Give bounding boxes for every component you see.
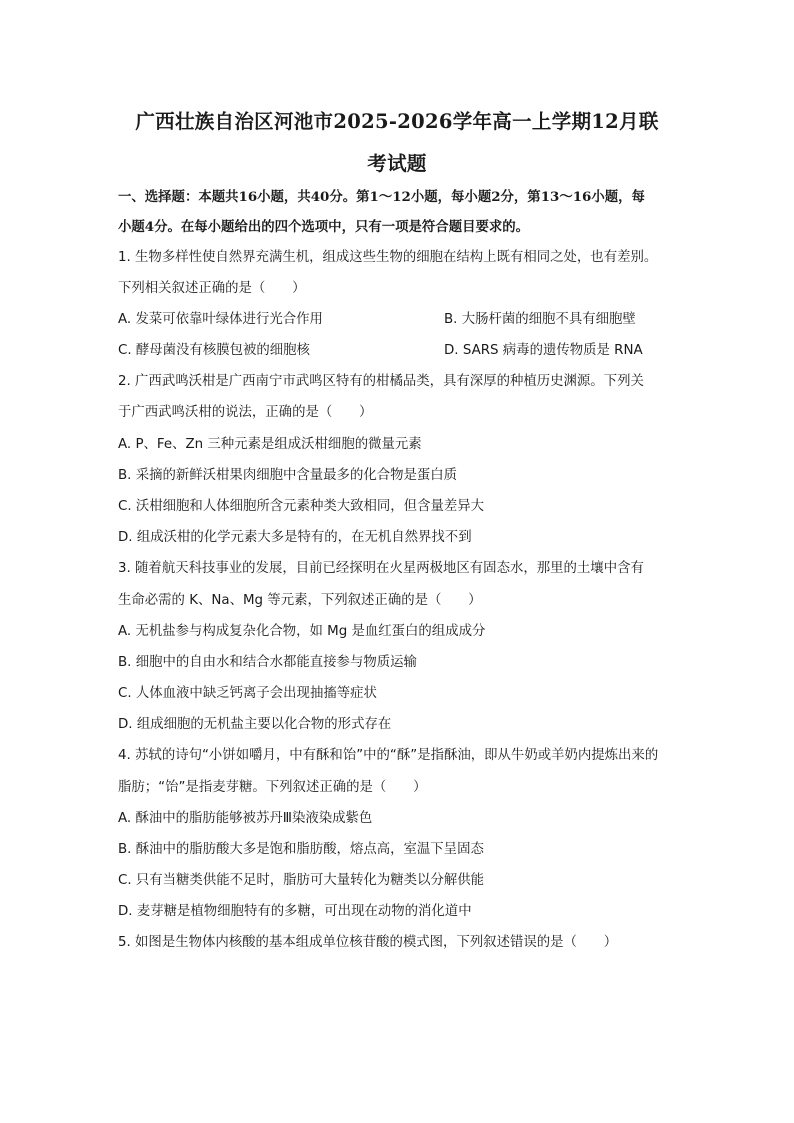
q3-option-b: B. 细胞中的自由水和结合水都能直接参与物质运输 — [118, 655, 417, 670]
q1-stem-line1: 1. 生物多样性使自然界充满生机，组成这些生物的细胞在结构上既有相同之处，也有差别。 — [118, 250, 658, 265]
q4-stem-line2: 脂肪；“饴”是指麦芽糖。下列叙述正确的是（ ） — [118, 780, 427, 795]
q1-option-d: D. SARS 病毒的遗传物质是 RNA — [444, 343, 643, 358]
section-instructions-line2: 小题4分。在每小题给出的四个选项中，只有一项是符合题目要求的。 — [118, 219, 530, 235]
q4-option-b: B. 酥油中的脂肪酸大多是饱和脂肪酸，熔点高，室温下呈固态 — [118, 842, 484, 857]
q3-option-a: A. 无机盐参与构成复杂化合物，如 Mg 是血红蛋白的组成成分 — [118, 624, 486, 639]
q2-stem-line1: 2. 广西武鸣沃柑是广西南宁市武鸣区特有的柑橘品类，具有深厚的种植历史渊源。下列关 — [118, 374, 644, 389]
q1-option-c: C. 酵母菌没有核膜包被的细胞核 — [118, 343, 310, 358]
q2-option-d: D. 组成沃柑的化学元素大多是特有的，在无机自然界找不到 — [118, 530, 472, 545]
section-instructions-line1: 一、选择题：本题共16小题，共40分。第1～12小题，每小题2分，第13～16小题，每 — [118, 189, 645, 205]
q3-option-c: C. 人体血液中缺乏钙离子会出现抽搐等症状 — [118, 686, 377, 701]
q2-stem-line2: 于广西武鸣沃柑的说法，正确的是（ ） — [118, 405, 373, 420]
q3-stem-line2: 生命必需的 K、Na、Mg 等元素，下列叙述正确的是（ ） — [118, 593, 482, 608]
q2-option-c: C. 沃柑细胞和人体细胞所含元素种类大致相同，但含量差异大 — [118, 499, 485, 514]
page-title-line2: 考试题 — [367, 152, 427, 175]
q3-stem-line1: 3. 随着航天科技事业的发展，目前已经探明在火星两极地区有固态水，那里的土壤中含有 — [118, 561, 644, 576]
q5-stem-line1: 5. 如图是生物体内核酸的基本组成单位核苷酸的模式图，下列叙述错误的是（ ） — [118, 935, 618, 950]
q2-option-a: A. P、Fe、Zn 三种元素是组成沃柑细胞的微量元素 — [118, 437, 422, 452]
page-title-line1: 广西壮族自治区河池市2025-2026学年高一上学期12月联 — [135, 110, 659, 133]
q2-option-b: B. 采摘的新鲜沃柑果肉细胞中含量最多的化合物是蛋白质 — [118, 468, 458, 483]
q4-option-c: C. 只有当糖类供能不足时，脂肪可大量转化为糖类以分解供能 — [118, 873, 485, 888]
q4-option-a: A. 酥油中的脂肪能够被苏丹Ⅲ染液染成紫色 — [118, 811, 373, 826]
q4-stem-line1: 4. 苏轼的诗句“小饼如嚼月，中有酥和饴”中的“酥”是指酥油，即从牛奶或羊奶内提炼出来的 — [118, 748, 659, 763]
q1-stem-line2: 下列相关叙述正确的是（ ） — [118, 281, 306, 296]
q3-option-d: D. 组成细胞的无机盐主要以化合物的形式存在 — [118, 717, 392, 732]
q1-option-b: B. 大肠杆菌的细胞不具有细胞壁 — [444, 312, 636, 327]
q4-option-d: D. 麦芽糖是植物细胞特有的多糖，可出现在动物的消化道中 — [118, 904, 472, 919]
q1-option-a: A. 发菜可依靠叶绿体进行光合作用 — [118, 312, 323, 327]
